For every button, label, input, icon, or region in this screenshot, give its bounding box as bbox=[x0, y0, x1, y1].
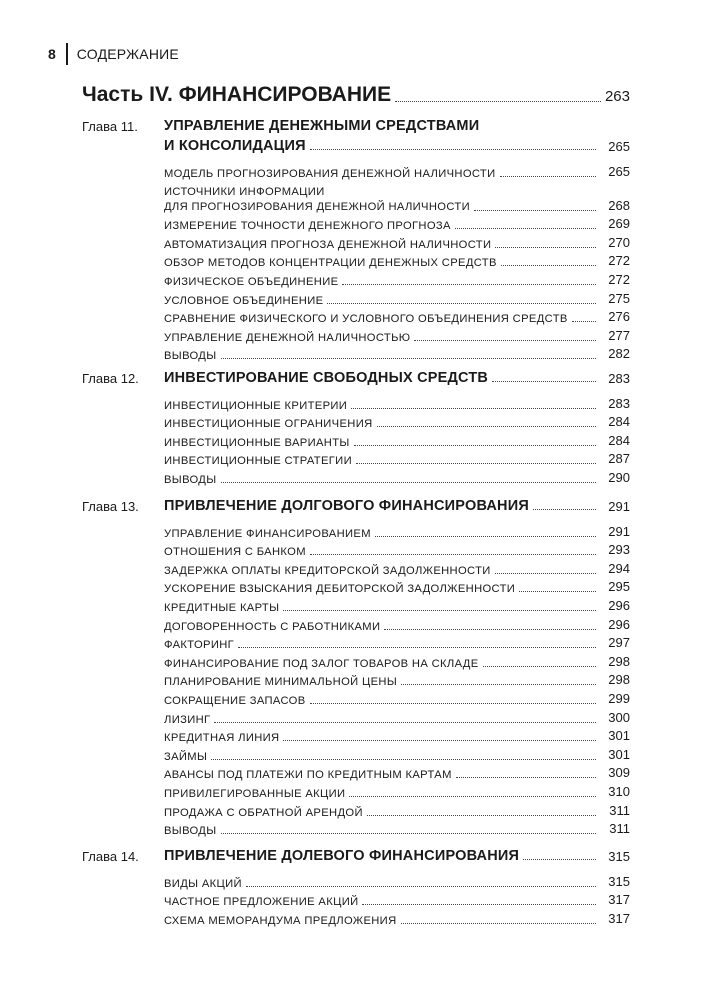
dot-leader bbox=[283, 610, 596, 611]
entry-page: 311 bbox=[609, 802, 630, 818]
entry-title: УСЛОВНОЕ ОБЪЕДИНЕНИЕ bbox=[164, 294, 324, 307]
entry-page: 272 bbox=[608, 271, 630, 287]
entry-title: МОДЕЛЬ ПРОГНОЗИРОВАНИЯ ДЕНЕЖНОЙ НАЛИЧНОСТИ bbox=[164, 167, 496, 180]
toc-entry[interactable] bbox=[164, 450, 630, 469]
chapter-title: ПРИВЛЕЧЕНИЕ ДОЛЕВОГО ФИНАНСИРОВАНИЯ bbox=[164, 848, 520, 864]
chapter-page: 265 bbox=[608, 139, 630, 154]
dot-leader bbox=[395, 101, 601, 102]
entry-page: 315 bbox=[608, 873, 630, 889]
chapter-page: 291 bbox=[608, 499, 630, 514]
toc-entry[interactable] bbox=[164, 652, 630, 671]
part-page: 263 bbox=[604, 88, 630, 105]
toc-entry[interactable] bbox=[164, 431, 630, 450]
toc-entry[interactable] bbox=[164, 872, 630, 891]
entry-title: УПРАВЛЕНИЕ ФИНАНСИРОВАНИЕМ bbox=[164, 527, 371, 540]
toc-entry[interactable] bbox=[164, 820, 630, 839]
entry-page: 269 bbox=[608, 216, 630, 232]
dot-leader bbox=[377, 426, 596, 427]
entry-title: ВЫВОДЫ bbox=[164, 825, 217, 838]
entry-title: ЗАДЕРЖКА ОПЛАТЫ КРЕДИТОРСКОЙ ЗАДОЛЖЕННОСТИ bbox=[164, 564, 491, 577]
dot-leader bbox=[414, 340, 596, 341]
entry-title: ВЫВОДЫ bbox=[164, 350, 217, 363]
chapter-title: ПРИВЛЕЧЕНИЕ ДОЛГОВОГО ФИНАНСИРОВАНИЯ bbox=[164, 498, 529, 514]
entry-title: ВЫВОДЫ bbox=[164, 473, 217, 486]
dot-leader bbox=[492, 381, 596, 382]
entry-title: ЧАСТНОЕ ПРЕДЛОЖЕНИЕ АКЦИЙ bbox=[164, 896, 359, 909]
toc-entry[interactable] bbox=[164, 522, 630, 541]
entry-page: 275 bbox=[608, 290, 630, 306]
chapter-title[interactable]: УПРАВЛЕНИЕ ДЕНЕЖНЫМИ СРЕДСТВАМИ bbox=[164, 118, 480, 134]
dot-leader bbox=[533, 509, 596, 510]
toc-entry[interactable] bbox=[164, 162, 630, 181]
toc-entry[interactable] bbox=[164, 345, 630, 364]
chapter-page: 283 bbox=[608, 371, 630, 386]
entry-page: 270 bbox=[608, 234, 630, 250]
entry-title: УСКОРЕНИЕ ВЗЫСКАНИЯ ДЕБИТОРСКОЙ ЗАДОЛЖЕННОСТИ bbox=[164, 583, 516, 596]
toc-entry[interactable] bbox=[164, 578, 630, 597]
section-list bbox=[164, 872, 630, 928]
toc-entry[interactable] bbox=[164, 541, 630, 560]
dot-leader bbox=[519, 591, 596, 592]
entry-page: 282 bbox=[608, 346, 630, 362]
dot-leader bbox=[455, 228, 596, 229]
dot-leader bbox=[211, 759, 596, 760]
dot-leader bbox=[283, 740, 596, 741]
dot-leader bbox=[362, 904, 596, 905]
dot-leader bbox=[384, 629, 596, 630]
entry-page: 277 bbox=[608, 327, 630, 343]
toc-entry[interactable] bbox=[164, 394, 630, 413]
entry-page: 295 bbox=[608, 579, 630, 595]
entry-title: ЛИЗИНГ bbox=[164, 713, 211, 726]
dot-leader bbox=[238, 647, 596, 648]
entry-page: 310 bbox=[608, 783, 630, 799]
toc-entry[interactable] bbox=[164, 326, 630, 345]
entry-title: ФИЗИЧЕСКОЕ ОБЪЕДИНЕНИЕ bbox=[164, 275, 339, 288]
entry-title: ИНВЕСТИЦИОННЫЕ СТРАТЕГИИ bbox=[164, 455, 352, 468]
chapter-page: 315 bbox=[608, 849, 630, 864]
entry-title: УПРАВЛЕНИЕ ДЕНЕЖНОЙ НАЛИЧНОСТЬЮ bbox=[164, 331, 411, 344]
toc-entry[interactable] bbox=[164, 782, 630, 801]
chapter-12 bbox=[82, 368, 630, 487]
toc-entry[interactable] bbox=[164, 909, 630, 928]
entry-page: 301 bbox=[608, 746, 630, 762]
entry-title: СХЕМА МЕМОРАНДУМА ПРЕДЛОЖЕНИЯ bbox=[164, 914, 397, 927]
part-title: Часть IV. ФИНАНСИРОВАНИЕ bbox=[82, 83, 392, 106]
dot-leader bbox=[474, 210, 596, 211]
toc-entry[interactable] bbox=[164, 801, 630, 820]
chapter-14 bbox=[82, 846, 630, 928]
dot-leader bbox=[354, 445, 596, 446]
dot-leader bbox=[456, 777, 596, 778]
dot-leader bbox=[367, 815, 596, 816]
dot-leader bbox=[246, 886, 596, 887]
toc-entry[interactable] bbox=[164, 270, 630, 289]
entry-title: ПЛАНИРОВАНИЕ МИНИМАЛЬНОЙ ЦЕНЫ bbox=[164, 676, 398, 689]
dot-leader bbox=[495, 573, 596, 574]
dot-leader bbox=[500, 176, 596, 177]
dot-leader bbox=[375, 536, 596, 537]
toc-entry[interactable] bbox=[164, 468, 630, 487]
section-title: СОДЕРЖАНИЕ bbox=[76, 46, 179, 62]
entry-page: 317 bbox=[608, 892, 630, 908]
dot-leader bbox=[523, 859, 596, 860]
entry-title: ИСТОЧНИКИ ИНФОРМАЦИИ ДЛЯ ПРОГНОЗИРОВАНИЯ ДЕНЕЖНОЙ НАЛИЧНОСТИ bbox=[164, 185, 470, 213]
entry-page: 298 bbox=[608, 672, 630, 688]
toc-entry[interactable] bbox=[164, 233, 630, 252]
entry-page: 296 bbox=[608, 616, 630, 632]
toc-entry[interactable] bbox=[164, 289, 630, 308]
chapter-label: Глава 11. bbox=[82, 119, 138, 134]
entry-page: 284 bbox=[608, 414, 630, 430]
dot-leader bbox=[214, 722, 596, 723]
toc-entry[interactable] bbox=[164, 689, 630, 708]
running-header bbox=[48, 42, 179, 66]
entry-title: КРЕДИТНАЯ ЛИНИЯ bbox=[164, 732, 280, 745]
entry-page: 297 bbox=[608, 635, 630, 651]
chapter-title: ИНВЕСТИРОВАНИЕ СВОБОДНЫХ СРЕДСТВ bbox=[164, 370, 489, 386]
toc-entry[interactable] bbox=[164, 559, 630, 578]
entry-page: 294 bbox=[608, 560, 630, 576]
entry-page: 309 bbox=[608, 765, 630, 781]
entry-title: ОТНОШЕНИЯ С БАНКОМ bbox=[164, 546, 306, 559]
entry-page: 296 bbox=[608, 597, 630, 613]
entry-title: АВТОМАТИЗАЦИЯ ПРОГНОЗА ДЕНЕЖНОЙ НАЛИЧНОСТИ bbox=[164, 238, 492, 251]
entry-page: 265 bbox=[608, 163, 630, 179]
entry-page: 268 bbox=[608, 197, 630, 213]
entry-page: 272 bbox=[608, 253, 630, 269]
entry-page: 300 bbox=[608, 709, 630, 725]
toc-entry[interactable] bbox=[164, 615, 630, 634]
entry-title: ПРИВИЛЕГИРОВАННЫЕ АКЦИИ bbox=[164, 787, 346, 800]
toc-entry[interactable] bbox=[164, 413, 630, 432]
entry-page: 299 bbox=[608, 690, 630, 706]
dot-leader bbox=[401, 923, 597, 924]
entry-page: 293 bbox=[608, 542, 630, 558]
toc-entry[interactable] bbox=[164, 308, 630, 327]
entry-title: ИНВЕСТИЦИОННЫЕ КРИТЕРИИ bbox=[164, 399, 348, 412]
chapter-label: Глава 13. bbox=[82, 499, 139, 514]
entry-page: 291 bbox=[608, 523, 630, 539]
dot-leader bbox=[342, 284, 596, 285]
dot-leader bbox=[221, 833, 597, 834]
part-heading[interactable] bbox=[82, 82, 630, 108]
entry-title: ВИДЫ АКЦИЙ bbox=[164, 877, 242, 890]
toc-entry[interactable] bbox=[164, 252, 630, 271]
toc-entry[interactable] bbox=[164, 596, 630, 615]
toc-entry[interactable] bbox=[164, 764, 630, 783]
entry-title: ИНВЕСТИЦИОННЫЕ ОГРАНИЧЕНИЯ bbox=[164, 418, 373, 431]
entry-page: 287 bbox=[608, 451, 630, 467]
toc-entry[interactable] bbox=[164, 891, 630, 910]
toc-entry[interactable] bbox=[164, 708, 630, 727]
dot-leader bbox=[310, 554, 596, 555]
entry-page: 311 bbox=[609, 821, 630, 837]
chapter-11 bbox=[82, 116, 630, 363]
entry-page: 284 bbox=[608, 432, 630, 448]
section-list bbox=[164, 522, 630, 838]
dot-leader bbox=[327, 303, 596, 304]
entry-page: 301 bbox=[608, 728, 630, 744]
entry-title: СРАВНЕНИЕ ФИЗИЧЕСКОГО И УСЛОВНОГО ОБЪЕДИНЕНИЯ СРЕДСТВ bbox=[164, 313, 568, 326]
entry-title: ПРОДАЖА С ОБРАТНОЙ АРЕНДОЙ bbox=[164, 806, 363, 819]
entry-title: ЗАЙМЫ bbox=[164, 750, 208, 763]
entry-title: СОКРАЩЕНИЕ ЗАПАСОВ bbox=[164, 694, 306, 707]
dot-leader bbox=[501, 265, 596, 266]
dot-leader bbox=[356, 463, 596, 464]
toc-entry[interactable] bbox=[164, 634, 630, 653]
toc-entry[interactable] bbox=[164, 215, 630, 234]
chapter-label: Глава 14. bbox=[82, 849, 139, 864]
entry-title: ИНВЕСТИЦИОННЫЕ ВАРИАНТЫ bbox=[164, 436, 350, 449]
dot-leader bbox=[349, 796, 596, 797]
entry-title: ФАКТОРИНГ bbox=[164, 639, 235, 652]
section-list bbox=[164, 162, 630, 363]
section-list bbox=[164, 394, 630, 487]
toc-entry[interactable] bbox=[164, 181, 630, 215]
dot-leader bbox=[495, 247, 596, 248]
chapter-label: Глава 12. bbox=[82, 371, 139, 386]
entry-page: 290 bbox=[608, 469, 630, 485]
chapter-13 bbox=[82, 496, 630, 838]
dot-leader bbox=[221, 358, 597, 359]
dot-leader bbox=[572, 321, 596, 322]
dot-leader bbox=[351, 408, 596, 409]
dot-leader bbox=[401, 684, 596, 685]
header-divider bbox=[66, 43, 68, 65]
entry-title: АВАНСЫ ПОД ПЛАТЕЖИ ПО КРЕДИТНЫМ КАРТАМ bbox=[164, 769, 452, 782]
dot-leader bbox=[221, 482, 597, 483]
entry-page: 298 bbox=[608, 653, 630, 669]
entry-page: 283 bbox=[608, 395, 630, 411]
toc-entry[interactable] bbox=[164, 671, 630, 690]
entry-title: ИЗМЕРЕНИЕ ТОЧНОСТИ ДЕНЕЖНОГО ПРОГНОЗА bbox=[164, 220, 451, 233]
dot-leader bbox=[310, 703, 596, 704]
entry-title: ОБЗОР МЕТОДОВ КОНЦЕНТРАЦИИ ДЕНЕЖНЫХ СРЕДСТВ bbox=[164, 257, 497, 270]
entry-title: ФИНАНСИРОВАНИЕ ПОД ЗАЛОГ ТОВАРОВ НА СКЛАДЕ bbox=[164, 657, 479, 670]
entry-title: ДОГОВОРЕННОСТЬ С РАБОТНИКАМИ bbox=[164, 620, 381, 633]
toc-entry[interactable] bbox=[164, 727, 630, 746]
entry-page: 276 bbox=[608, 309, 630, 325]
entry-page: 317 bbox=[608, 910, 630, 926]
entry-title: КРЕДИТНЫЕ КАРТЫ bbox=[164, 601, 280, 614]
dot-leader bbox=[310, 149, 596, 150]
chapter-title-line2: И КОНСОЛИДАЦИЯ bbox=[164, 138, 306, 154]
page-number: 8 bbox=[48, 46, 56, 62]
dot-leader bbox=[483, 666, 596, 667]
toc-entry[interactable] bbox=[164, 745, 630, 764]
